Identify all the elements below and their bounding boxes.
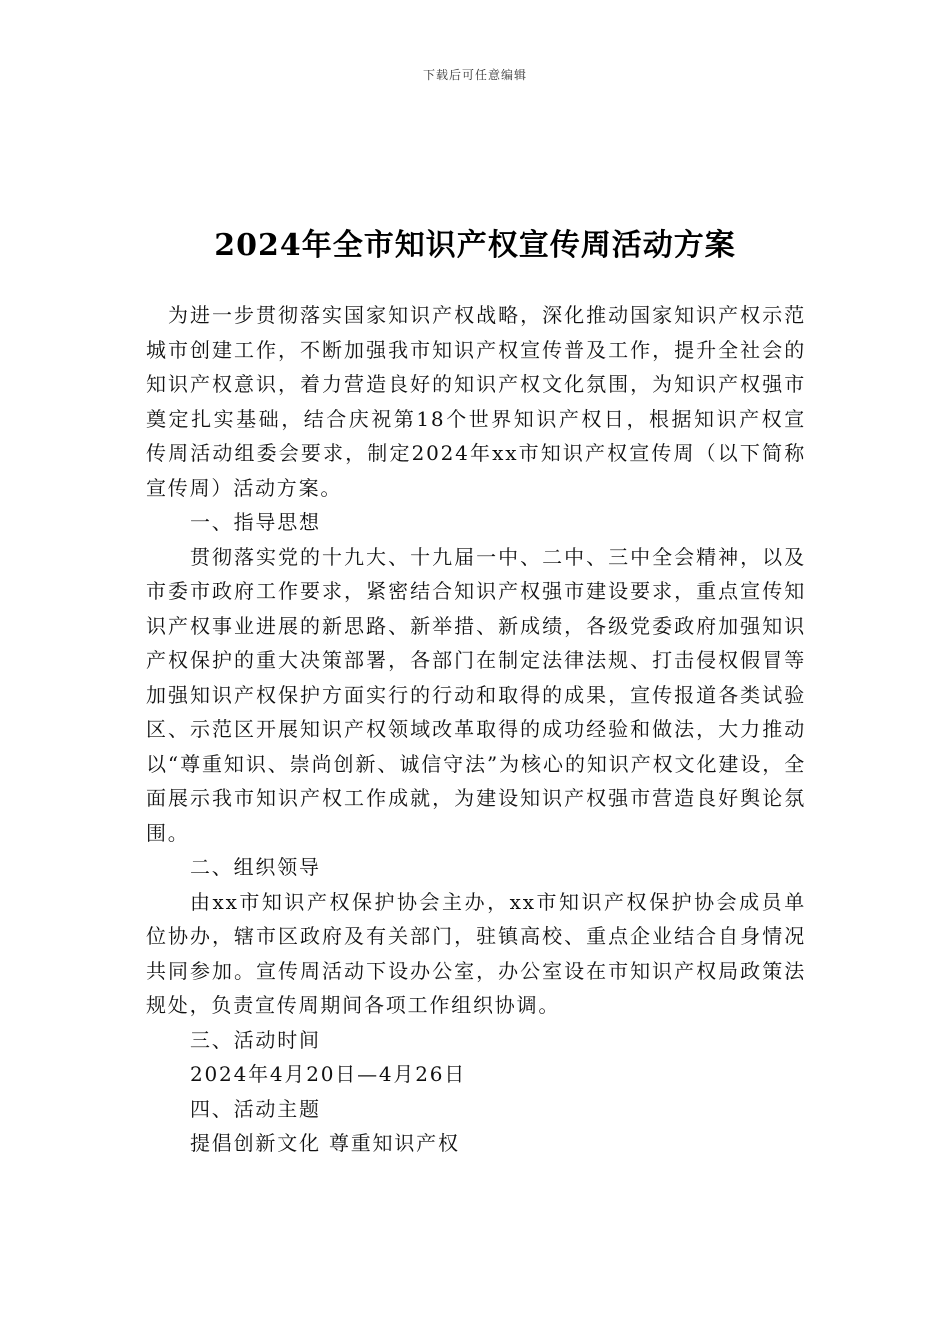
document-title: 2024年全市知识产权宣传周活动方案 xyxy=(214,228,736,263)
section-heading-guiding-ideology: 一、指导思想 xyxy=(190,510,321,534)
intro-paragraph: 为进一步贯彻落实国家知识产权战略，深化推动国家知识产权示范城市创建工作，不断加强我市知识产权宣传普及工作，提升全社会的知识产权意识，着力营造良好的知识产权文化氛围，为知识产权强市奠定扎实基础，结合庆祝第18个世界知识产权日，根据知识产权宣传周活动组委会要求，制定2024年xx市知识产权宣传周（以下简称宣传周）活动方案。 xyxy=(146,303,806,500)
section-heading-activity-time: 三、活动时间 xyxy=(190,1027,321,1052)
document-body xyxy=(146,298,806,1161)
page-header-note: 下载后可任意编辑 xyxy=(422,68,527,82)
section-heading-activity-theme: 四、活动主题 xyxy=(190,1096,321,1121)
section-body-guiding-ideology: 贯彻落实党的十九大、十九届一中、二中、三中全会精神，以及市委市政府工作要求，紧密结合知识产权强市建设要求，重点宣传知识产权事业进展的新思路、新举措、新成绩，各级党委政府加强知识产权保护的重大决策部署，各部门在制定法律法规、打击侵权假冒等加强知识产权保护方面实行的行动和取得的成果，宣传报道各类试验区、示范区开展知识产权领域改革取得的成功经验和做法，大力推动以“尊重知识、崇尚创新、诚信守法”为核心的知识产权文化建设，全面展示我市知识产权工作成就，为建设知识产权强市营造良好舆论氛围。 xyxy=(146,544,806,845)
section-heading-organization: 二、组织领导 xyxy=(190,855,321,879)
section-body-activity-time: 2024年4月20日—4月26日 xyxy=(190,1062,467,1086)
section-body-activity-theme: 提倡创新文化 尊重知识产权 xyxy=(190,1131,460,1155)
section-body-organization: 由xx市知识产权保护协会主办，xx市知识产权保护协会成员单位协办，辖市区政府及有关部门，驻镇高校、重点企业结合自身情况共同参加。宣传周活动下设办公室，办公室设在市知识产权局政策法规处，负责宣传周期间各项工作组织协调。 xyxy=(146,889,806,1017)
